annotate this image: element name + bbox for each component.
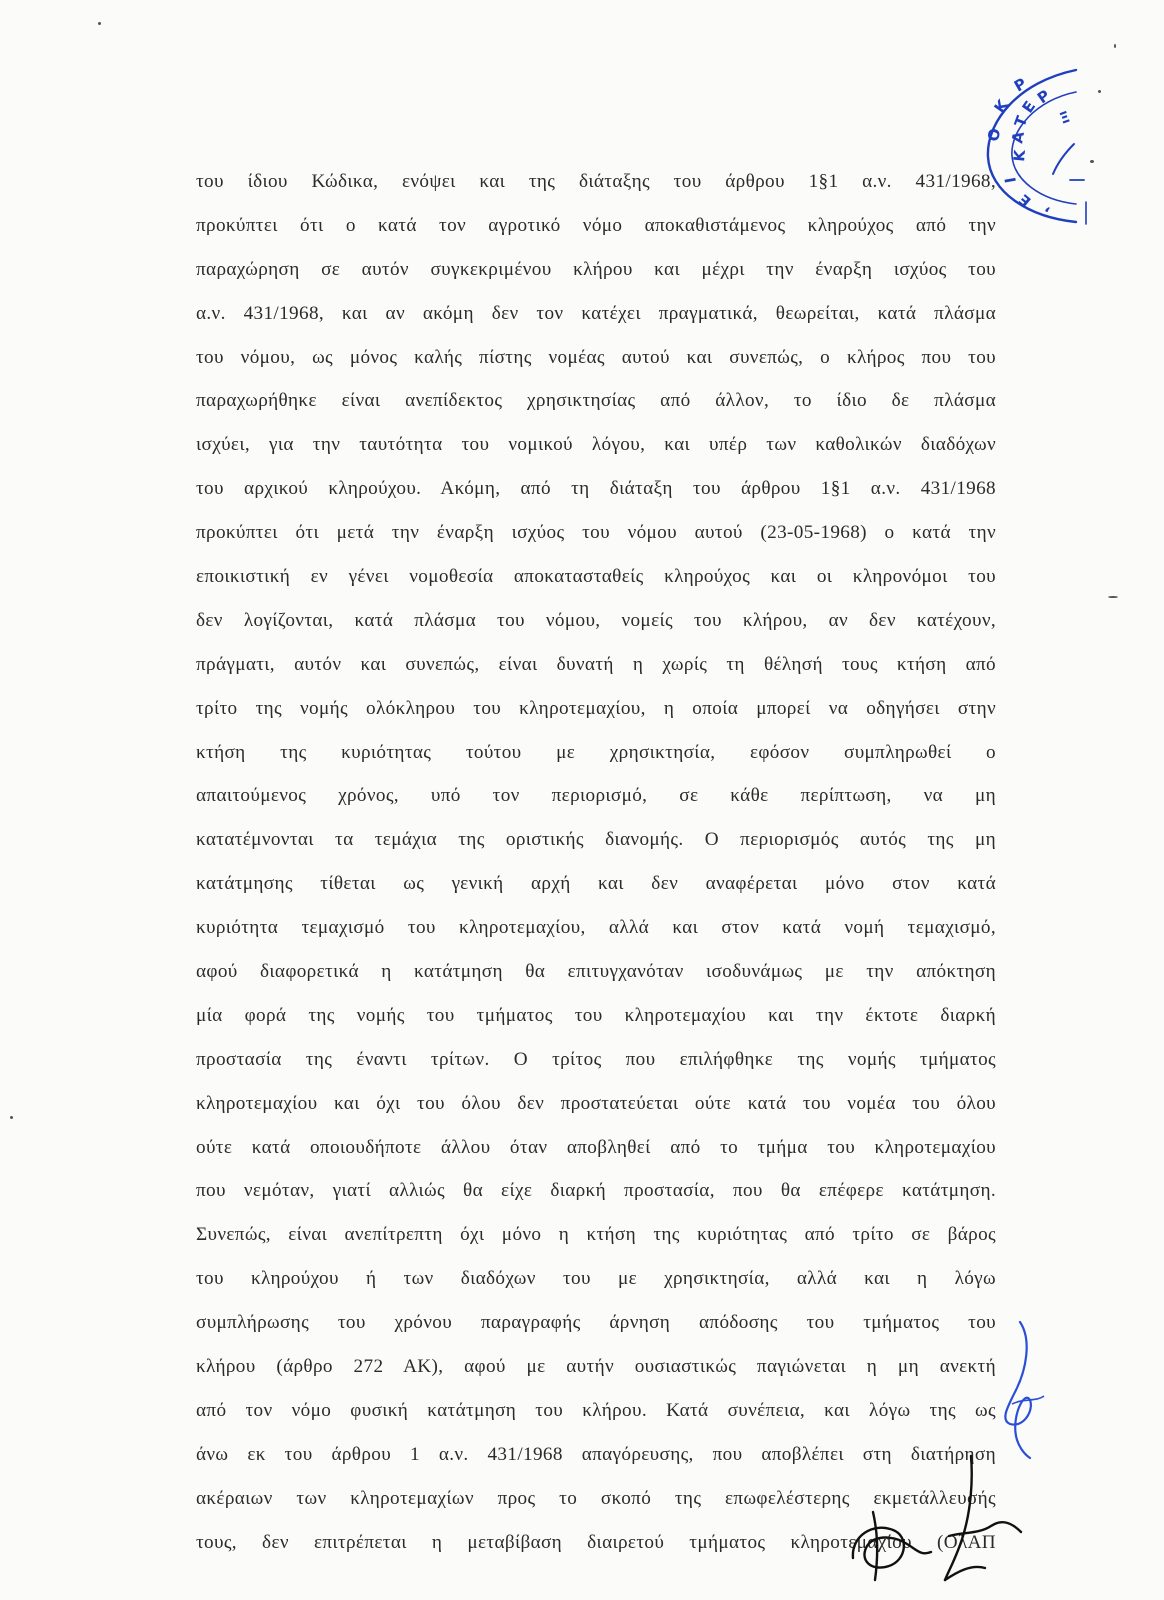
text-line: συμπλήρωσης του χρόνου παραγραφής άρνηση απόδοσης του τμήματος του xyxy=(196,1312,996,1334)
text-line: του αρχικού κληρούχου. Ακόμη, από τη διάταξη του άρθρου 1§1 α.ν. 431/1968 xyxy=(196,478,996,500)
text-line: κατατέμνονται τα τεμάχια της οριστικής διανομής. Ο περιορισμός αυτός της μη xyxy=(196,829,996,851)
text-line: α.ν. 431/1968, και αν ακόμη δεν τον κατέχει πραγματικά, θεωρείται, κατά πλάσμα xyxy=(196,302,996,324)
text-line: μία φορά της νομής του τμήματος του κληροτεμαχίου και την έκτοτε διαρκή xyxy=(196,1004,996,1026)
text-line: πράγματι, αυτόν και συνεπώς, είναι δυνατή η χωρίς τη θέλησή τους κτήση από xyxy=(196,653,996,675)
svg-text:Ρ: Ρ xyxy=(1033,86,1054,108)
text-line: αφού διαφορετικά η κατάτμηση θα επιτυγχανόταν ισοδυνάμως με την απόκτηση xyxy=(196,961,996,983)
scan-speck xyxy=(1090,160,1094,163)
svg-text:Ο: Ο xyxy=(984,126,1005,143)
svg-text:Τ: Τ xyxy=(1010,113,1032,130)
text-line: κατάτμησης τίθεται ως γενική αρχή και δεν αναφέρεται μόνο στον κατά xyxy=(196,873,996,895)
text-line: ισχύει, για την ταυτότητα του νομικού λόγου, και υπέρ των καθολικών διαδόχων xyxy=(196,434,996,456)
svg-text:Κ: Κ xyxy=(1010,149,1029,163)
text-line: του νόμου, ως μόνος καλής πίστης νομέας αυτού και συνεπώς, ο κλήρος που του xyxy=(196,346,996,368)
text-line: κλήρου (άρθρο 272 ΑΚ), αφού με αυτήν ουσιαστικώς παγιώνεται η μη ανεκτή xyxy=(196,1356,996,1378)
text-line: προκύπτει ότι μετά την έναρξη ισχύος του νόμου αυτού (23-05-1968) ο κατά την xyxy=(196,522,996,544)
text-line: εποικιστική εν γένει νομοθεσία αποκατασταθείς κληρούχος και οι κληρονόμοι του xyxy=(196,566,996,588)
text-line: κτήση της κυριότητας τούτου με χρησικτησία, εφόσον συμπληρωθεί ο xyxy=(196,741,996,763)
svg-text:Κ: Κ xyxy=(990,96,1012,117)
text-line: προστασία της έναντι τρίτων. Ο τρίτος που επιλήφθηκε της νομής τμήματος xyxy=(196,1048,996,1070)
scan-speck xyxy=(98,22,101,25)
text-line: τους, δεν επιτρέπεται η μεταβίβαση διαιρετού τμήματος κληροτεμαχίου (ΟλΑΠ xyxy=(196,1531,996,1553)
text-line: άνω εκ του άρθρου 1 α.ν. 431/1968 απαγόρευσης, που αποβλέπει στη διατήρηση xyxy=(196,1443,996,1465)
official-stamp xyxy=(958,52,1098,242)
scan-speck xyxy=(1098,90,1101,93)
text-line: τρίτο της νομής ολόκληρου του κληροτεμαχίου, η οποία μπορεί να οδηγήσει στην xyxy=(196,697,996,719)
body-text xyxy=(196,160,996,1565)
text-line: προκύπτει ότι ο κατά τον αγροτικό νόμο αποκαθιστάμενος κληρούχος από την xyxy=(196,214,996,236)
svg-text:Ι: Ι xyxy=(1001,175,1020,185)
text-line: του κληρούχου ή των διαδόχων του με χρησικτησία, αλλά και η λόγω xyxy=(196,1268,996,1290)
handwritten-signature xyxy=(845,1440,1045,1590)
scan-speck xyxy=(1108,596,1118,598)
svg-text:Ε: Ε xyxy=(1015,190,1035,211)
text-line: του ίδιου Κώδικα, ενόψει και της διάταξης του άρθρου 1§1 α.ν. 431/1968, xyxy=(196,171,996,192)
text-line: κυριότητα τεμαχισμό του κληροτεμαχίου, αλλά και στον κατά νομή τεμαχισμό, xyxy=(196,917,996,939)
text-line: που νεμόταν, γιατί αλλιώς θα είχε διαρκή προστασία, που θα επέφερε κατάτμηση. xyxy=(196,1180,996,1202)
text-line: ακέραιων των κληροτεμαχίων προς το σκοπό της επωφελέστερης εκμετάλλευσής xyxy=(196,1487,996,1509)
text-line: από τον νόμο φυσική κατάτμηση του κλήρου. Κατά συνέπεια, και λόγω της ως xyxy=(196,1399,996,1421)
scan-speck xyxy=(10,1116,13,1119)
text-line: δεν λογίζονται, κατά πλάσμα του νόμου, νομείς του κλήρου, αν δεν κατέχουν, xyxy=(196,609,996,631)
svg-text:Α: Α xyxy=(1008,130,1028,145)
svg-text:Ρ: Ρ xyxy=(1011,74,1030,96)
text-line: παραχώρηση σε αυτόν συγκεκριμένου κλήρου και μέχρι την έναρξη ισχύος του xyxy=(196,258,996,280)
text-line: Συνεπώς, είναι ανεπίτρεπτη όχι μόνο η κτήση της κυριότητας από τρίτο σε βάρος xyxy=(196,1224,996,1246)
text-line: απαιτούμενος χρόνος, υπό τον περιορισμό, σε κάθε περίπτωση, να μη xyxy=(196,785,996,807)
svg-text:,: , xyxy=(1039,204,1052,224)
text-line: ούτε κατά οποιουδήποτε άλλου όταν αποβληθεί από το τμήμα του κληροτεμαχίου xyxy=(196,1136,996,1158)
blue-signature-mark xyxy=(990,1320,1050,1460)
svg-text:Ε: Ε xyxy=(1018,97,1040,117)
svg-text:Ξ: Ξ xyxy=(1057,107,1073,128)
text-line: κληροτεμαχίου και όχι του όλου δεν προστατεύεται ούτε κατά του νομέα του όλου xyxy=(196,1092,996,1114)
text-line: παραχωρήθηκε είναι ανεπίδεκτος χρησικτησίας από άλλον, το ίδιο δε πλάσμα xyxy=(196,390,996,412)
scan-speck xyxy=(1114,44,1116,48)
